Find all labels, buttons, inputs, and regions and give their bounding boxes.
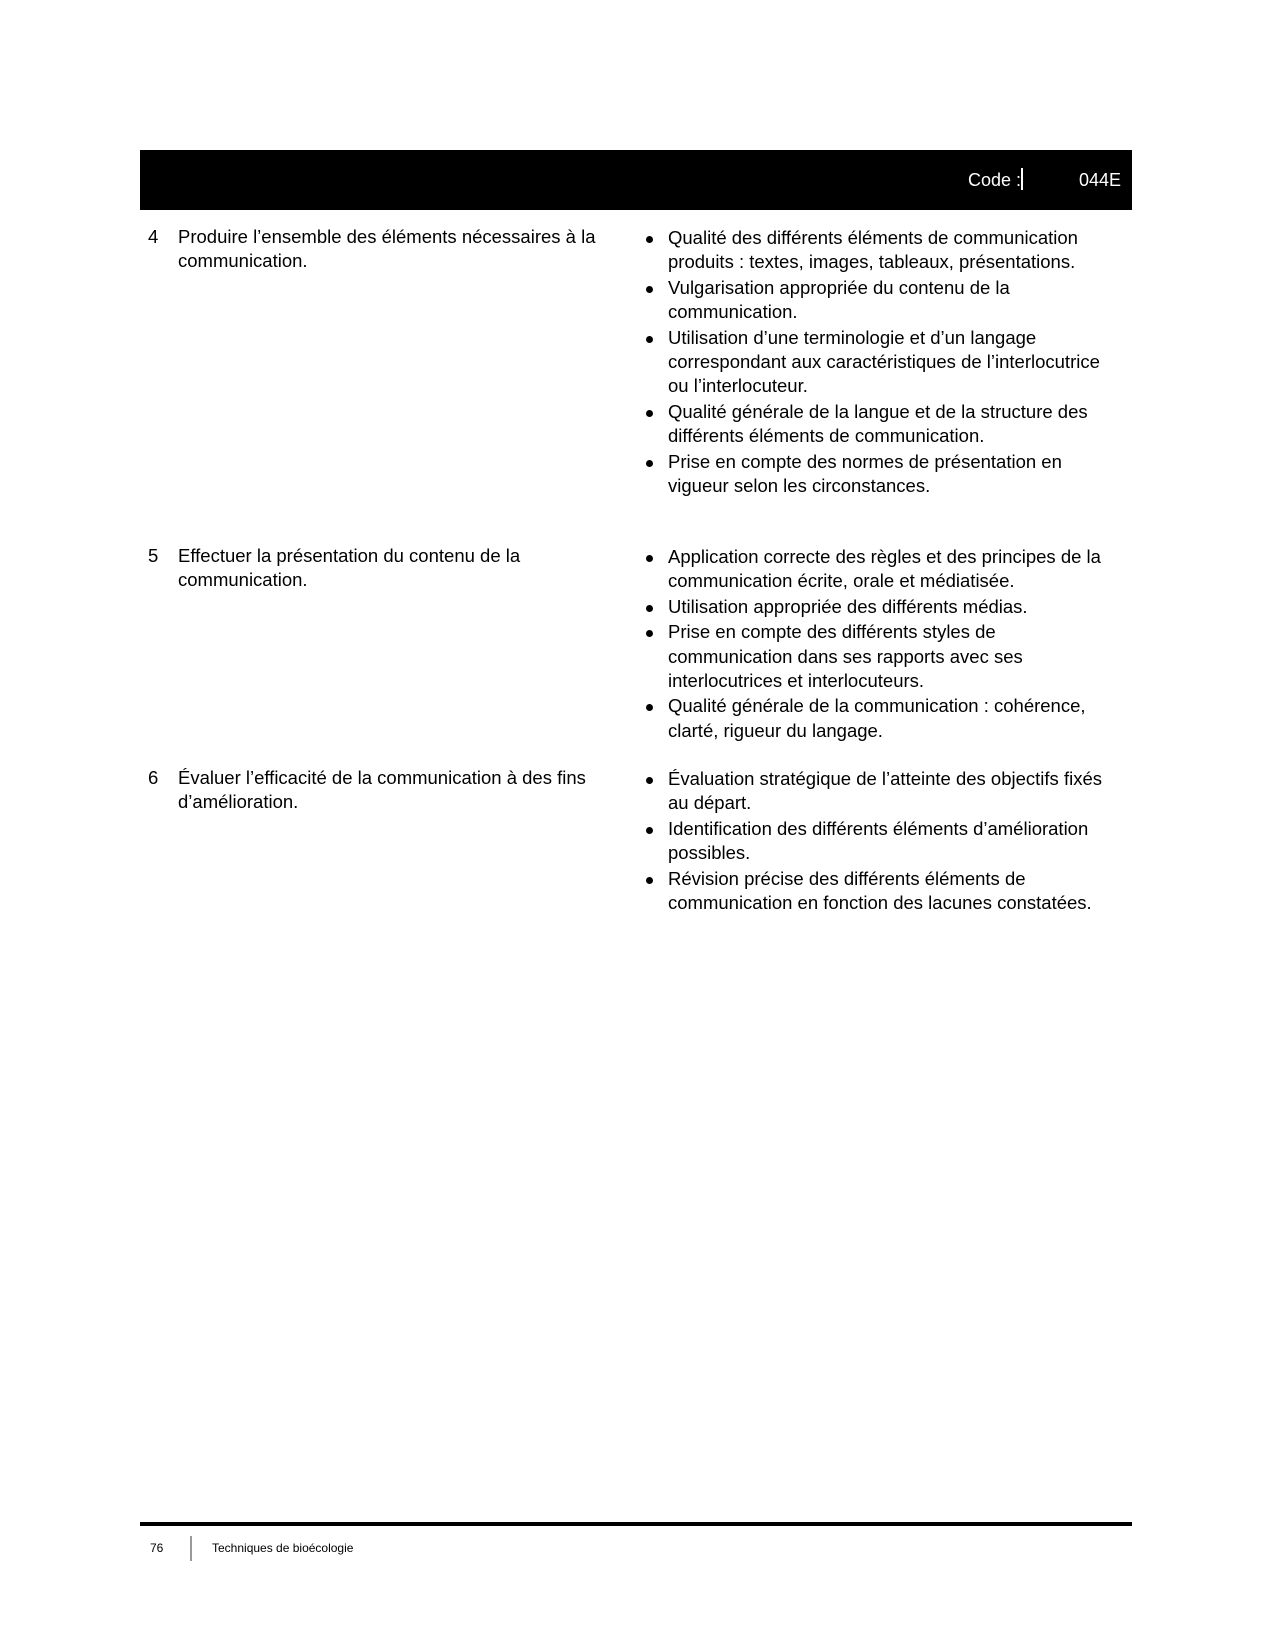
bullet-icon [646,336,653,343]
criterion-item [646,450,1106,499]
criterion-text: Application correcte des règles et des principes de la communication écrite, orale et médiatisée. [668,546,1101,592]
criterion-text: Qualité générale de la communication : cohérence, clarté, rigueur du langage. [668,695,1086,741]
criterion-item [646,767,1106,816]
criteria-list-5 [646,545,1106,744]
criterion-item [646,620,1106,693]
criterion-text: Prise en compte des normes de présentation en vigueur selon les circonstances. [668,450,1062,497]
bullet-icon [646,605,653,612]
criteria-list-4 [646,226,1106,499]
bullet-icon [646,555,653,562]
criterion-item [646,326,1106,399]
footer-separator [190,1536,192,1561]
competency-number: 4 [148,226,159,247]
code-separator [1021,168,1023,190]
bullet-icon [646,777,653,784]
bullet-icon [646,236,653,243]
criterion-text: Vulgarisation appropriée du contenu de la communication. [668,276,1010,323]
criterion-text: Identification des différents éléments d’amélioration possibles. [668,817,1089,864]
competency-5 [148,544,628,592]
bullet-icon [646,286,653,293]
criterion-text: Utilisation d’une terminologie et d’un langage correspondant aux caractéristiques de l’interlocutrice ou l’interlocuteur. [668,326,1100,397]
criterion-item [646,545,1106,594]
criterion-item [646,276,1106,325]
criterion-item [646,595,1106,619]
competency-text: Produire l’ensemble des éléments nécessaires à la communication. [178,226,596,271]
bullet-icon [646,827,653,834]
footer-page-number: 76 [150,1541,164,1555]
competency-text: Effectuer la présentation du contenu de la communication. [178,545,521,590]
criterion-text: Utilisation appropriée des différents médias. [668,595,1028,617]
competency-4 [148,225,628,273]
criterion-item [646,694,1106,743]
footer-title: Techniques de bioécologie [212,1541,354,1555]
bullet-icon [646,877,653,884]
criterion-text: Qualité générale de la langue et de la structure des différents éléments de communication. [668,400,1088,447]
bullet-icon [646,704,653,711]
code-value: 044E [1078,170,1121,190]
bullet-icon [646,630,653,637]
criteria-list-6 [646,767,1106,916]
bullet-icon [646,460,653,467]
competency-number: 5 [148,545,159,566]
criterion-item [646,400,1106,449]
footer-rule [140,1522,1132,1526]
criterion-item [646,867,1106,916]
criterion-text: Prise en compte des différents styles de communication dans ses rapports avec ses interlocutrices et interlocuteurs. [668,621,1023,692]
criterion-item [646,817,1106,866]
criterion-text: Évaluation stratégique de l’atteinte des objectifs fixés au départ. [668,768,1102,814]
criterion-item [646,226,1106,275]
code-label: Code : [968,170,1022,190]
criterion-text: Révision précise des différents éléments de communication en fonction des lacunes constatées. [668,867,1092,914]
competency-6 [148,766,628,814]
competency-number: 6 [148,767,159,788]
competency-text: Évaluer l’efficacité de la communication à des fins d’amélioration. [178,767,586,812]
criterion-text: Qualité des différents éléments de communication produits : textes, images, tableaux, présentations. [668,227,1078,273]
bullet-icon [646,410,653,417]
